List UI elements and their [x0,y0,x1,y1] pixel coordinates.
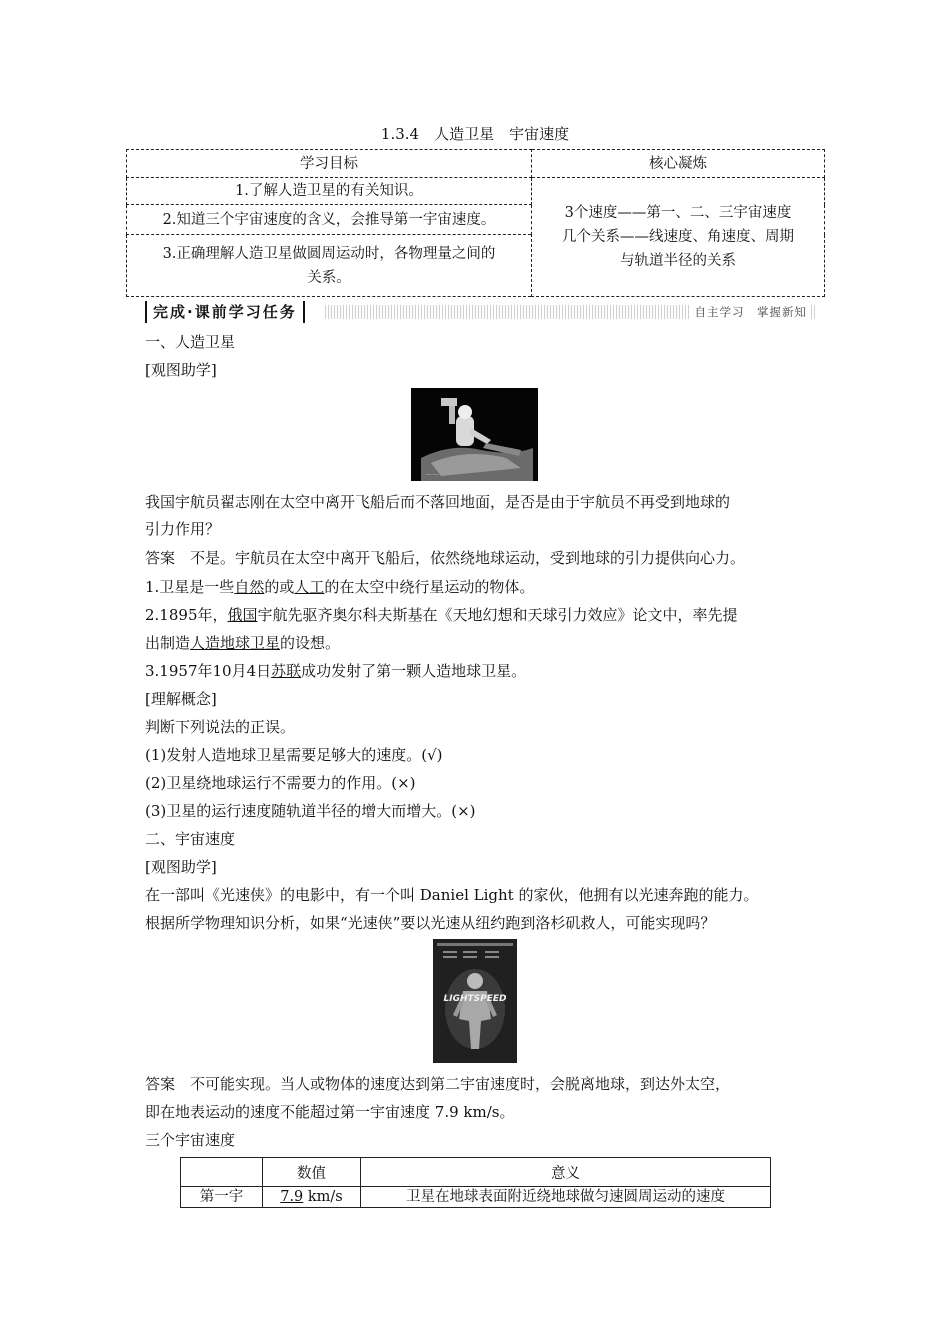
section1-tag: [观图助学] [145,361,217,379]
goals-header: 学习目标 [127,150,532,178]
speed-table-title: 三个宇宙速度 [145,1131,236,1149]
table-row [181,1187,771,1208]
banner-subtitle: 自主学习 掌握新知 [691,301,812,323]
speed-header-empty [181,1158,263,1187]
poster-title: LIGHTSPEED [443,994,507,1004]
section-banner [145,301,817,323]
question-line-2: 引力作用？ [145,520,221,538]
lightspeed-poster [433,939,517,1063]
core-header: 核心凝炼 [532,150,825,178]
section2-answer-1: 答案 不可能实现。当人或物体的速度达到第二宇宙速度时，会脱离地球，到达外太空， [145,1075,731,1093]
goal-1: 1.了解人造卫星的有关知识。 [127,178,532,205]
answer-1: 答案 不是。宇航员在太空中离开飞船后，依然绕地球运动，受到地球的引力提供向心力。 [145,549,746,567]
judge-item-1: (1)发射人造地球卫星需要足够大的速度。(√) [145,746,443,764]
concept-tag: [理解概念] [145,690,217,708]
goal-2: 2.知道三个宇宙速度的含义，会推导第一宇宙速度。 [127,205,532,235]
core-summary [532,178,825,297]
judge-instruction: 判断下列说法的正误。 [145,718,296,736]
core-line-2: 几个关系——线速度、角速度、周期 [562,229,794,245]
speed-row-name: 第一宇 [181,1187,263,1208]
banner-title: 完成·课前学习任务 [145,301,305,323]
question-line-1: 我国宇航员翟志刚在太空中离开飞船后而不落回地面，是否是由于宇航员不再受到地球的 [145,493,731,511]
svg-text:——: —— [425,470,439,478]
section2-heading: 二、宇宙速度 [145,830,236,848]
section2-answer-2: 即在地表运动的速度不能超过第一宇宙速度 7.9 km/s。 [145,1103,515,1121]
learning-goals-table [126,149,825,297]
cosmic-speed-table [180,1157,771,1208]
fact-2-line-2: 出制造人造地球卫星的设想。 [145,634,341,652]
fact-1: 1.卫星是一些自然的或人工的在太空中绕行星运动的物体。 [145,578,535,596]
judge-item-2: (2)卫星绕地球运行不需要力的作用。(×) [145,774,416,792]
core-line-3: 与轨道半径的关系 [620,253,736,269]
section2-tag: [观图助学] [145,858,217,876]
judge-item-3: (3)卫星的运行速度随轨道半径的增大而增大。(×) [145,802,476,820]
section1-heading: 一、人造卫星 [145,333,236,351]
section2-question-1: 在一部叫《光速侠》的电影中，有一个叫 Daniel Light 的家伙，他拥有以光速奔跑的能力。 [145,886,759,904]
astronaut-photo [411,388,538,481]
goal-3: 3.正确理解人造卫星做圆周运动时，各物理量之间的 关系。 [127,235,532,297]
speed-header-meaning: 意义 [361,1158,771,1187]
fact-2-line-1: 2.1895年，俄国宇航先驱齐奥尔科夫斯基在《天地幻想和天球引力效应》论文中，率先提 [145,606,738,624]
speed-row-meaning: 卫星在地球表面附近绕地球做匀速圆周运动的速度 [361,1187,771,1208]
page-title: 1.3.4 人造卫星 宇宙速度 [380,125,570,143]
speed-header-value: 数值 [263,1158,361,1187]
speed-row-value: 7.9 km/s [263,1187,361,1208]
section2-question-2: 根据所学物理知识分析，如果“光速侠”要以光速从纽约跑到洛杉矶救人，可能实现吗？ [145,914,716,932]
fact-3: 3.1957年10月4日苏联成功发射了第一颗人造地球卫星。 [145,662,527,680]
core-line-1: 3个速度——第一、二、三宇宙速度 [564,205,792,221]
